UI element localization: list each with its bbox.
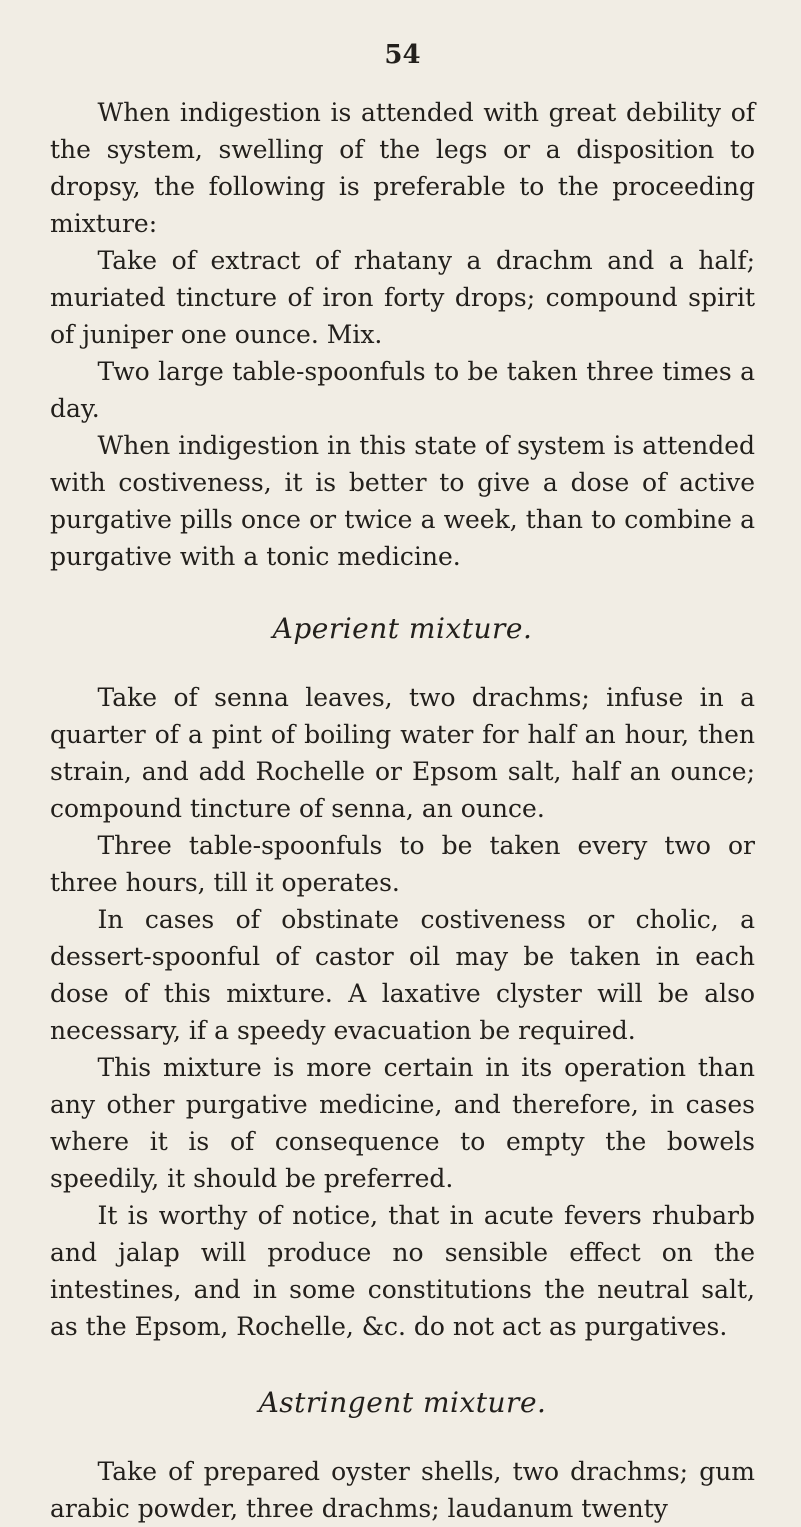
section-debility-mixture [50, 94, 755, 575]
paragraph-senna-recipe: Take of senna leaves, two drachms; infuse in a quarter of a pint of boiling water for half an hour, then strain, and add Rochelle or Epsom salt, half an ounce; compound tincture of senna, an ounce. [50, 683, 755, 823]
heading-astringent-mixture: Astringent mixture. [258, 1386, 547, 1419]
heading-aperient-mixture: Aperient mixture. [272, 612, 533, 645]
paragraph-castor-oil: In cases of obstinate costiveness or cholic, a dessert-spoonful of castor oil may be taken in each dose of this mixture. A laxative clyster will be also necessary, if a speedy evacuation be required. [50, 905, 755, 1045]
page-number: 54 [384, 40, 421, 70]
section-aperient-mixture [50, 679, 755, 1345]
section-astringent-mixture [50, 1453, 755, 1527]
paragraph-rhatany-recipe: Take of extract of rhatany a drachm and a half; muriated tincture of iron forty drops; compound spirit of juniper one ounce. Mix. [50, 246, 755, 349]
paragraph-senna-dosage: Three table-spoonfuls to be taken every two or three hours, till it operates. [50, 831, 755, 897]
paragraph-dosage: Two large table-spoonfuls to be taken three times a day. [50, 357, 755, 423]
paragraph-indigestion-debility: When indigestion is attended with great debility of the system, swelling of the legs or a disposition to dropsy, the following is preferable to the proceeding mixture: [50, 98, 755, 238]
paragraph-oyster-shells: Take of prepared oyster shells, two drachms; gum arabic powder, three drachms; laudanum twenty [50, 1457, 755, 1523]
paragraph-certainty: This mixture is more certain in its operation than any other purgative medicine, and therefore, in cases where it is of consequence to empty the bowels speedily, it should be preferred. [50, 1053, 755, 1193]
paragraph-costiveness: When indigestion in this state of system is attended with costiveness, it is better to give a dose of active purgative pills once or twice a week, than to combine a purgative with a tonic medicine. [50, 431, 755, 571]
paragraph-acute-fevers: It is worthy of notice, that in acute fevers rhubarb and jalap will produce no sensible effect on the intestines, and in some constitutions the neutral salt, as the Epsom, Rochelle, &c. do not act as purgatives. [50, 1201, 755, 1341]
